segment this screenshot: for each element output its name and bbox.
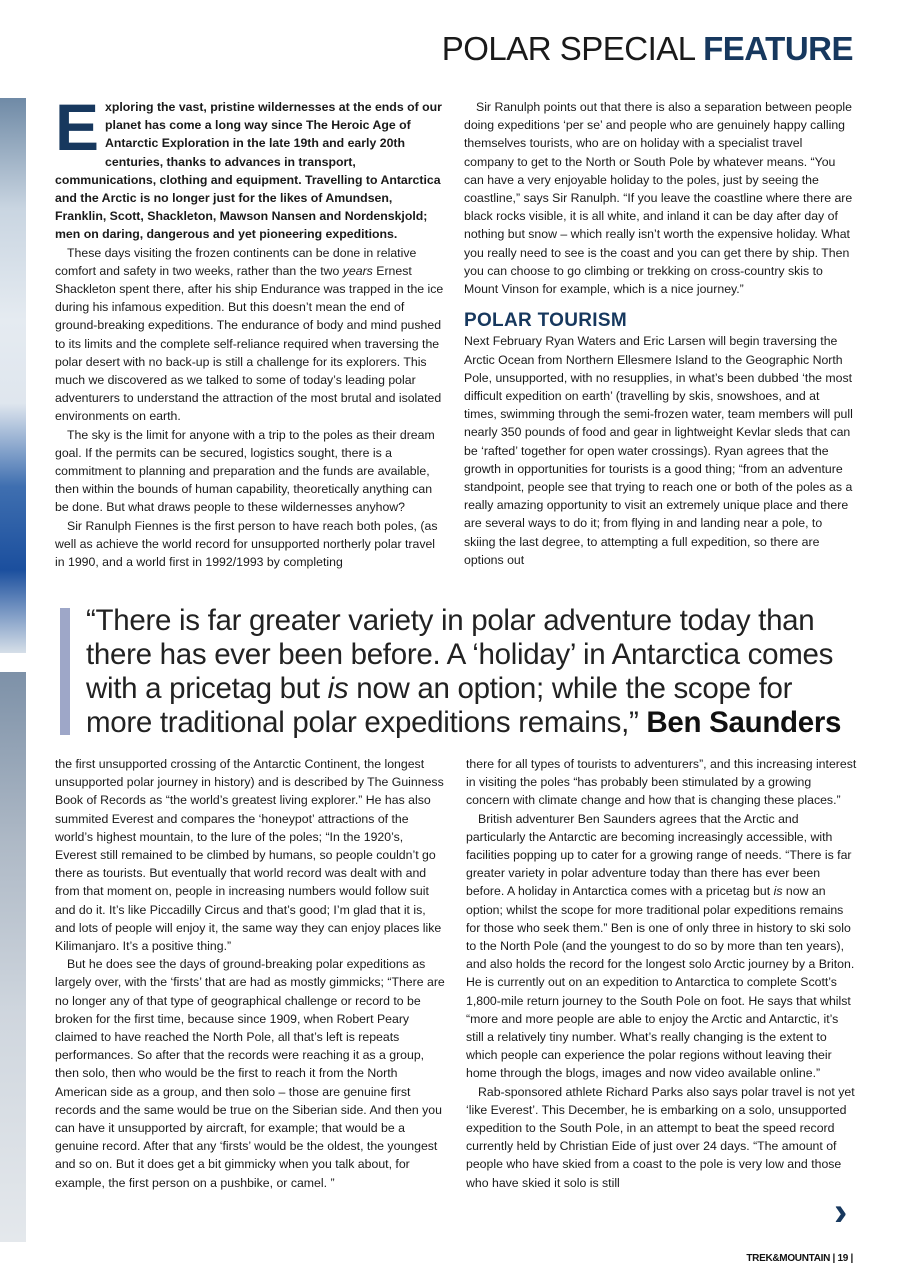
paragraph: Next February Ryan Waters and Eric Larsen will begin traversing the Arctic Ocean from Northern Ellesmere Island to the Geographic North Pole, unsupported, with no resupplies, in what’s been dubbed ‘the most difficult expedition on earth’ (travelling by skis, snowshoes, and at times, swimming through the semi-frozen water, team members will pull nearly 350 pounds of food and gear in lightweight Kevlar sleds that can be ‘rafted’ together for open water crossings). Ryan agrees that the growth in opportunities for tourists is a good thing; “from an adventure standpoint, people see that trying to reach one or both of the poles as a really amazing opportunity to visit an extremely unique place and there are several ways to do it; from flying in and landing near a pole, to skiing the last degree, to attempting a full expedition, so there are options out <box>464 334 853 567</box>
paragraph: the first unsupported crossing of the Antarctic Continent, the longest unsupported polar journey in history) and is described by The Guinness Book of Records as “the world’s greatest living explorer.” He has also summited Everest and compares the ‘honeypot’ attractions of the world’s highest mountain, to the lure of the poles; “In the 1920’s, Everest still remained to be climbed by humans, so people couldn’t go there as tourists. But eventually that world record was dealt with and from that moment on, people in increasing numbers would follow suit and do it. It’s like Piccadilly Circus and that’s good; I’m glad that it is, and lots of people will enjoy it, the same way they can enjoy places like Kilimanjaro. It’s a positive thing.” <box>55 757 444 954</box>
paragraph: But he does see the days of ground-breaking polar expeditions as largely over, with the ‘firsts’ that are had as mostly gimmicks; “There are no longer any of that type of geographical challenge or record to be broken for the first time, because since 1909, when Robert Peary claimed to have reached the North Pole, all that’s left is repeats performances. So after that the records were reaching it as a group, then solo, then who would be the first to reach it from the North American side as a group, and then solo – those are genuine first records and the same would be true on the Siberian side. And then you can have it unsupported by aircraft, for example; that would be a genuine record. After that any ‘firsts’ would be the oldest, the youngest and so on. But it does get a bit gimmicky when you talk about, for example, the first person on a pushbike, or camel. ” <box>55 957 445 1190</box>
paragraph: there for all types of tourists to adventurers”, and this increasing interest in visiting the poles “has probably been stimulated by a growing concern with climate change and how that is changing these places.” <box>466 757 857 808</box>
cover-photo-strip-bottom <box>0 672 26 1242</box>
paragraph: Rab-sponsored athlete Richard Parks also says polar travel is not yet ‘like Everest’. This December, he is embarking on a solo, unsupported expedition to the South Pole, in an attempt to beat the speed record currently held by Christian Eide of just over 24 days. “The amount of people who have skied from a coast to the pole is very low and those who have skied it solo is still <box>466 1084 855 1190</box>
text-span: These days visiting the frozen continents can be done in relative comfort and safety in two weeks, rather than the two <box>55 245 417 278</box>
lead-text: xploring the vast, pristine wildernesses at the ends of our planet has come a long way since The Heroic Age of Antarctic Exploration in the late 19th and early 20th centuries, thanks to advances in transport, communications, clothing and equipment. Travelling to Antarctica and the Arctic is no longer just for the likes of Amundsen, Franklin, Scott, Shackleton, Mawson Nansen and Nordenskjold; men on daring, dangerous and yet pioneering expeditions. <box>55 100 442 242</box>
article-column-3 <box>55 755 447 1192</box>
text-span: now an option; while the scope for more traditional polar expeditions remains,” <box>86 672 793 739</box>
page-footer: TREK&MOUNTAIN | 19 | <box>746 1253 853 1264</box>
drop-cap: E <box>55 90 100 164</box>
article-column-4 <box>466 755 858 1192</box>
next-page-arrow-icon[interactable]: › <box>834 1190 848 1234</box>
article-column-2 <box>464 98 854 569</box>
paragraph: Sir Ranulph points out that there is also a separation between people doing expeditions ‘per se’ and people who are genuinely happy calling themselves tourists, who are on holiday with a specialist travel company to get to the North or South Pole by whatever means. “You can have a very enjoyable holiday to the poles, just by seeing the coastline,” says Sir Ranulph. “If you leave the coastline where there are black rocks visible, it is all white, and inland it can be day after day of nothing but snow – which really isn’t worth the expensive holiday. What you really need to see is the coast and you can get there by ship. Then you can choose to go climbing or trekking on cross-country skis to Mount Vinson for example, which is a nice journey.” <box>464 100 853 297</box>
emphasis-text: years <box>342 263 373 278</box>
header-bold-text: FEATURE <box>703 30 853 67</box>
subheading: POLAR TOURISM <box>464 310 627 332</box>
section-header <box>442 30 853 68</box>
pull-quote-bar <box>60 608 70 735</box>
paragraph <box>55 244 445 426</box>
text-span: now an option; whilst the scope for more traditional polar expeditions remains for those who seek them.” Ben is one of only three in history to ski solo to the North Pole (and the youngest to do so by more than ten years), and also holds the record for the longest solo Arctic journey by a Briton. He is currently out on an expedition to Antarctica to complete Scott’s 1,800-mile return journey to the South Pole on foot. He says that whilst “more and more people are able to enjoy the Arctic and Antarctic, it’s still a relatively tiny number. What’s really changing is the extent to which people can experience the polar regions without leaving their home through the blogs, images and now video available online.” <box>466 884 855 1081</box>
paragraph: Sir Ranulph Fiennes is the first person to have reach both poles, (as well as achieve the world record for unsupported northerly polar travel in 1990, and a world first in 1992/1993 by completing <box>55 518 438 570</box>
header-light-text: POLAR SPECIAL <box>441 30 695 67</box>
article-column-1 <box>55 90 445 571</box>
text-span: “There is far greater variety in polar adventure today than there has ever been before. A ‘holiday’ in Antarctica comes with a pricetag but <box>86 604 834 705</box>
emphasis-text: is <box>327 672 349 705</box>
pull-quote <box>60 604 860 740</box>
text-span: Ernest Shackleton spent there, after his ship Endurance was trapped in the ice during his infamous expedition. But this doesn’t mean the end of ground-breaking expeditions. The endurance of body and mind pushed to its limits and the complete self-reliance required when traversing the polar desert with no back-up is still a challenge for its explorers. This much we discovered as we talked to some of today’s leading polar adventurers to understand the attraction of the most brutal and isolated environments on earth. <box>55 263 444 424</box>
cover-photo-strip-top <box>0 98 26 653</box>
pull-quote-text <box>86 604 860 740</box>
paragraph <box>466 810 858 1083</box>
emphasis-text: is <box>773 884 783 899</box>
quote-attribution: Ben Saunders <box>646 706 842 739</box>
paragraph: The sky is the limit for anyone with a trip to the poles as their dream goal. If the permits can be secured, logistics sought, there is a commitment to planning and preparation and the funds are available, then within the bounds of human capability, theoretically anything can be done. But what draws people to these wildernesses anyhow? <box>55 427 435 515</box>
text-span: British adventurer Ben Saunders agrees that the Arctic and particularly the Antarctic are becoming increasingly accessible, with facilities popping up to cater for a growing range of needs. “There is far greater variety in polar adventure today than there has ever been before. A holiday in Antarctica comes with a pricetag but <box>466 811 852 899</box>
lead-paragraph <box>55 90 445 244</box>
